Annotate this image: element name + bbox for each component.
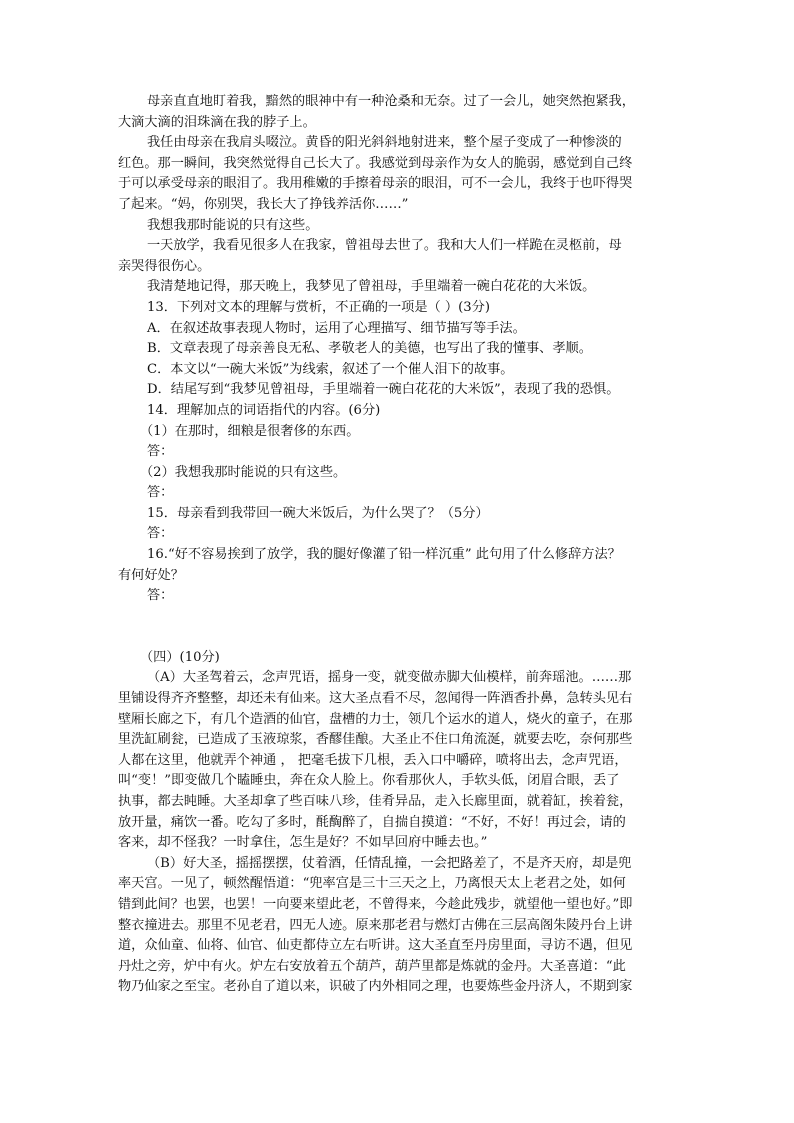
story-line: 我清楚地记得，那天晚上，我梦见了曾祖母，手里端着一碗白花花的大米饭。	[147, 279, 596, 295]
passage-line: 放开量，痛饮一番。吃勾了多时，酕醄醉了，自揣自摸道：“不好，不好！再过会，请的	[118, 814, 626, 830]
question-stem-continued: 有何好处？	[118, 567, 184, 583]
passage-line: 里洗缸刷瓮，已造成了玉液琼浆，香醪佳酿。大圣止不住口角流涎，就要去吃，奈何那些	[118, 732, 633, 748]
passage-line: 整衣撞进去。那里不见老君，四无人迹。原来那老君与燃灯古佛在三层高阁朱陵丹台上讲	[118, 917, 633, 933]
story-line: 于可以承受母亲的眼泪了。我用稚嫩的手擦着母亲的眼泪，可不一会儿，我终于也吓得哭	[118, 176, 633, 192]
passage-line: 客来，却不怪我？一时拿住，怎生是好？不如早回府中睡去也。”	[118, 835, 488, 851]
passage-line: 率天宫。一见了，顿然醒悟道：“兜率宫是三十三天之上，乃离恨天太上老君之处，如何	[118, 876, 626, 892]
story-line: 一天放学，我看见很多人在我家，曾祖母去世了。我和大人们一样跪在灵柩前，母	[147, 238, 622, 254]
passage-line: 里铺设得齐齐整整，却还未有仙来。这大圣点看不尽，忽闻得一阵酒香扑鼻，急转头见右	[118, 691, 633, 707]
passage-line: 执事，都去盹睡。大圣却拿了些百味八珍，佳肴异品，走入长廊里面，就着缸，挨着瓮，	[118, 794, 633, 809]
passage-line: （A）大圣驾着云，念声咒语，摇身一变，就变做赤脚大仙模样，前奔瑶池。……那	[147, 670, 632, 686]
answer-label: 答：	[147, 485, 174, 501]
passage-line: 错到此间？也罢，也罢！一向要来望此老，不曾得来，今趁此残步，就望他一望也好。”即	[118, 896, 633, 912]
option-d: D．结尾写到“我梦见曾祖母，手里端着一碗白花花的大米饭”，表现了我的恐惧。	[147, 382, 620, 398]
passage-line: 物乃仙家之至宝。老孙自了道以来，识破了内外相同之理，也要炼些金丹济人，不期到家	[118, 979, 633, 995]
story-line: 我任由母亲在我肩头啜泣。黄昏的阳光斜斜地射进来，整个屋子变成了一种惨淡的	[147, 135, 622, 151]
passage-line: 叫“变！”即变做几个瞌睡虫，奔在众人脸上。你看那伙人，手软头低，闭眉合眼，丢了	[118, 773, 620, 789]
story-line: 母亲直直地盯着我，黯然的眼神中有一种沧桑和无奈。过了一会儿，她突然抱紧我，	[147, 94, 635, 109]
story-line: 我想我那时能说的只有这些。	[147, 217, 319, 233]
section-spacer	[118, 607, 676, 648]
question-stem: 14．理解加点的词语指代的内容。(6分)	[147, 402, 381, 418]
answer-label: 答：	[147, 526, 174, 542]
question-stem: 16.“好不容易挨到了放学，我的腿好像灌了铅一样沉重” 此句用了什么修辞方法？	[147, 547, 621, 563]
sub-question-1: （1）在那时，细粮是很奢侈的东西。	[140, 423, 360, 439]
story-passage	[118, 92, 676, 298]
answer-label: 答：	[147, 588, 174, 604]
question-15	[118, 504, 676, 545]
option-c: C．本文以“一碗大米饭”为线索，叙述了一个催人泪下的故事。	[147, 361, 514, 377]
section-heading: （四）(10分)	[140, 649, 220, 665]
passage-line: （B）好大圣，摇摇摆摆，仗着酒，任情乱撞，一会把路差了，不是齐天府，却是兜	[147, 855, 632, 871]
passage-line: 壁厢长廊之下，有几个造酒的仙官，盘槽的力士，领几个运水的道人，烧火的童子，在那	[118, 711, 633, 727]
story-line: 了起来。“妈，你别哭，我长大了挣钱养活你……”	[118, 196, 409, 212]
story-line: 红色。那一瞬间，我突然觉得自己长大了。我感觉到母亲作为女人的脆弱，感觉到自己终	[118, 155, 633, 171]
question-stem: 15．母亲看到我带回一碗大米饭后，为什么哭了？（5分）	[147, 505, 489, 521]
sub-question-2: （2）我想我那时能说的只有这些。	[140, 464, 347, 480]
passage-line: 道，众仙童、仙将、仙官、仙吏都侍立左右听讲。这大圣直至丹房里面，寻访不遇，但见	[118, 938, 633, 954]
question-16	[118, 545, 676, 607]
story-line: 大滴大滴的泪珠滴在我的脖子上。	[118, 114, 316, 130]
passage-line: 丹灶之旁，炉中有火。炉左右安放着五个葫芦，葫芦里都是炼就的金丹。大圣喜道：“此	[118, 958, 626, 974]
story-line: 亲哭得很伤心。	[118, 258, 211, 274]
option-a: A．在叙述故事表现人物时，运用了心理描写、细节描写等手法。	[147, 320, 526, 336]
section-4	[118, 648, 676, 998]
question-stem: 13．下列对文本的理解与赏析，不正确的一项是（ ）(3分)	[147, 299, 490, 315]
question-14	[118, 401, 676, 504]
question-13	[118, 298, 676, 401]
document-page	[118, 92, 676, 998]
answer-label: 答：	[147, 444, 174, 460]
option-b: B．文章表现了母亲善良无私、孝敬老人的美德，也写出了我的懂事、孝顺。	[147, 341, 592, 357]
passage-line: 人都在这里，他就弄个神通 ， 把毫毛拔下几根，丢入口中嚼碎，喷将出去，念声咒语，	[118, 752, 628, 768]
